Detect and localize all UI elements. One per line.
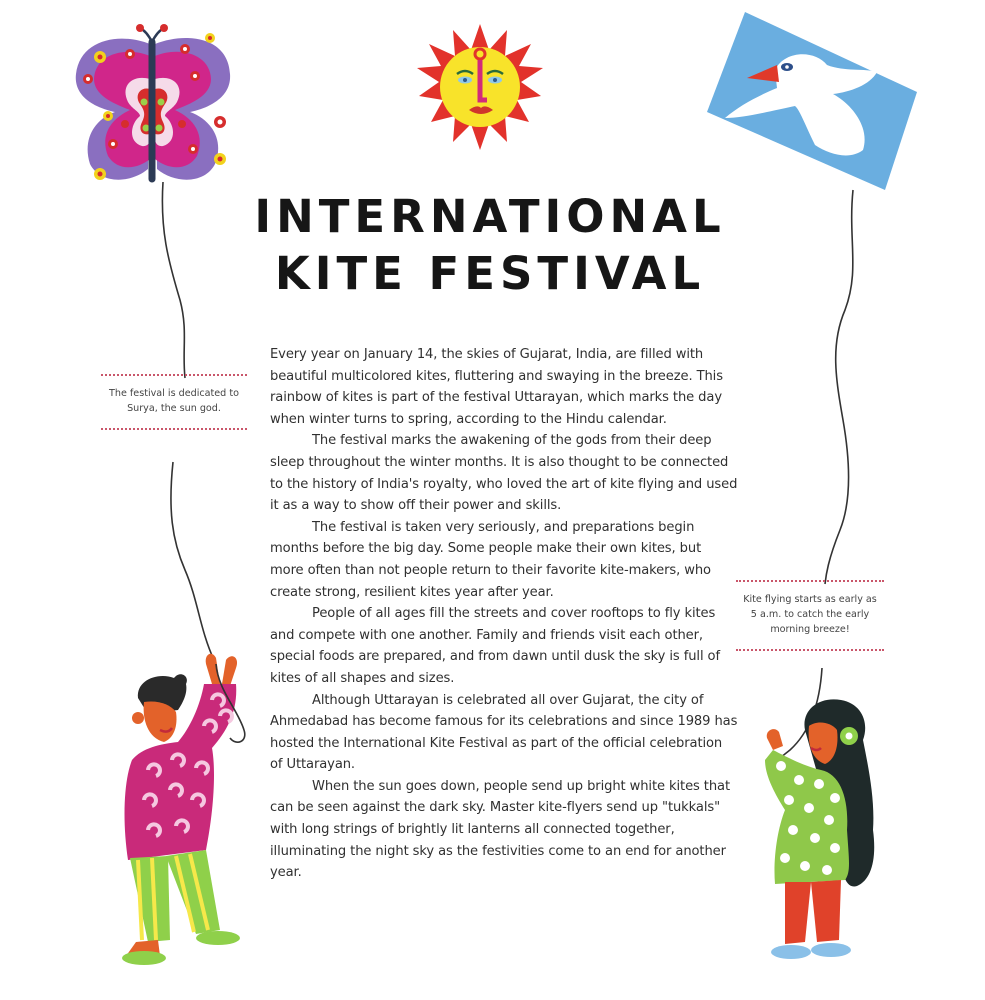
page-title [240, 188, 740, 302]
paragraph: Although Uttarayan is celebrated all over Gujarat, the city of Ahmedabad has become famous for its celebrations and since 1989 has hosted the International Kite Festival as part of the official celebration of Uttarayan. [270, 692, 738, 773]
girl-flying-kite-illustration [745, 690, 885, 965]
title-line-2: KITE FESTIVAL [274, 247, 706, 300]
callout-surya [101, 374, 247, 430]
paragraph: When the sun goes down, people send up bright white kites that can be seen against the dark sky. Master kite-flyers send up "tukkals" with long strings of brightly lit lanterns all connected together, illuminating the night sky as the festivities come to an end for another year. [270, 778, 730, 881]
callout-text: The festival is dedicated to Surya, the sun god. [109, 388, 239, 414]
paragraph: The festival marks the awakening of the gods from their deep sleep throughout the winter months. It is also thought to be connected to the history of India's royalty, who loved the art of kite flying and used it as a way to show off their power and skills. [270, 433, 738, 514]
paragraph: The festival is taken very seriously, and preparations begin months before the big day. Some people make their own kites, but more often than not people return to their favorite kite-makers, who create strong, resilient kites year after year. [270, 519, 711, 600]
dotted-divider-bottom [736, 649, 884, 651]
butterfly-kite-icon [70, 24, 235, 189]
callout-early-morning [736, 580, 884, 651]
paragraph: Every year on January 14, the skies of Gujarat, India, are filled with beautiful multicolored kites, fluttering and swaying in the breeze. This rainbow of kites is part of the festival Uttarayan, which marks the day when winter turns to spring, according to the Hindu calendar. [270, 347, 723, 427]
title-line-1: INTERNATIONAL [254, 190, 726, 243]
boy-flying-kite-illustration [108, 650, 258, 970]
callout-text: Kite flying starts as early as 5 a.m. to catch the early morning breeze! [743, 594, 877, 635]
article-body [270, 344, 738, 884]
sun-face-icon [415, 22, 545, 152]
paragraph: People of all ages fill the streets and cover rooftops to fly kites and compete with one another. Family and friends visit each other, special foods are prepared, and from dawn until dusk the sky is full of kites of all shapes and sizes. [270, 606, 720, 686]
dotted-divider-bottom [101, 428, 247, 430]
dove-kite-icon [705, 10, 920, 195]
